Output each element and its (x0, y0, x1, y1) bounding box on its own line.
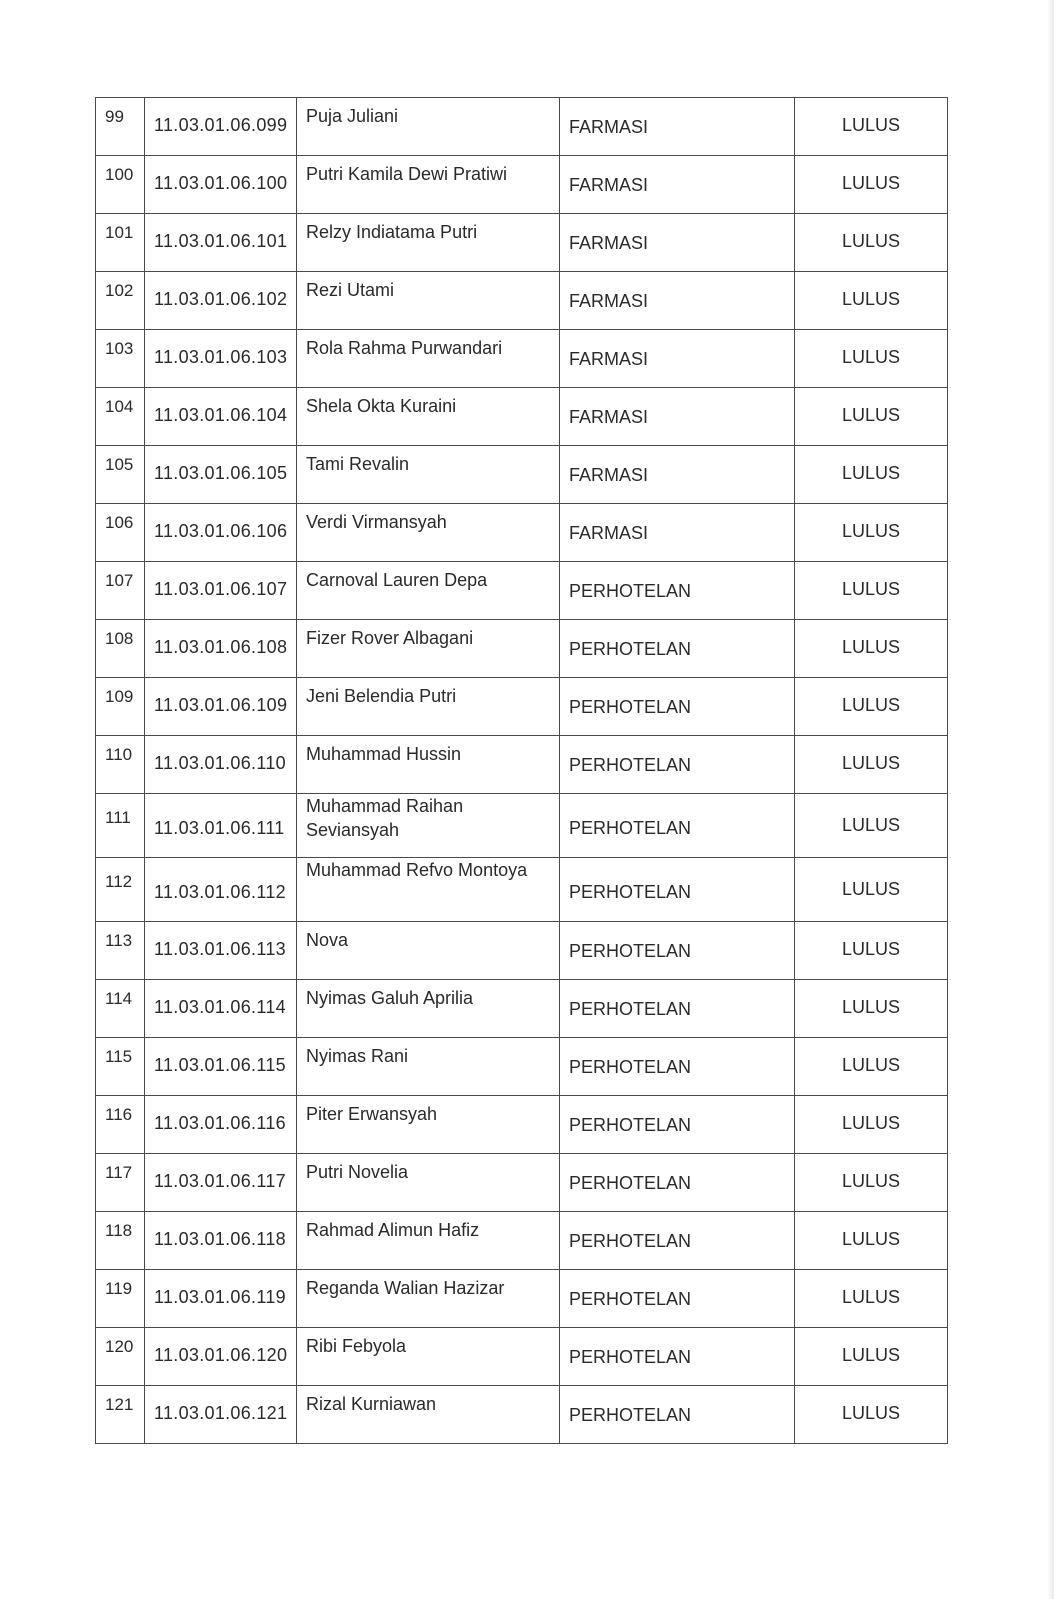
table-row (96, 1328, 948, 1386)
status-cell (795, 446, 948, 504)
program-cell (560, 388, 795, 446)
student-name-cell (297, 1328, 560, 1386)
row-number: 118 (105, 1221, 133, 1240)
status-text: LULUS (841, 637, 901, 657)
row-number: 120 (105, 1337, 134, 1356)
row-number: 109 (105, 687, 134, 706)
student-id-cell (145, 330, 297, 388)
table-row (96, 858, 948, 922)
program-name: FARMASI (569, 523, 649, 543)
program-name: PERHOTELAN (569, 1347, 692, 1367)
row-number-cell (96, 446, 145, 504)
student-name-cell (297, 678, 560, 736)
program-name: PERHOTELAN (569, 1173, 692, 1193)
student-id: 11.03.01.06.118 (154, 1229, 286, 1249)
student-name-cell (297, 922, 560, 980)
student-name-cell (297, 446, 560, 504)
status-text: LULUS (841, 579, 901, 599)
table-row (96, 1212, 948, 1270)
status-text: LULUS (841, 405, 901, 425)
student-name-cell (297, 388, 560, 446)
student-name-cell (297, 562, 560, 620)
student-id: 11.03.01.06.105 (154, 463, 288, 483)
status-cell (795, 922, 948, 980)
row-number: 119 (105, 1279, 133, 1298)
student-id: 11.03.01.06.113 (154, 939, 286, 959)
status-text: LULUS (841, 289, 901, 309)
graduation-results-table (95, 97, 948, 1444)
student-name: Nyimas Galuh Aprilia (306, 988, 474, 1008)
status-text: LULUS (841, 1171, 901, 1191)
student-id: 11.03.01.06.100 (154, 173, 288, 193)
student-id: 11.03.01.06.101 (154, 231, 288, 251)
row-number-cell (96, 794, 145, 858)
program-name: PERHOTELAN (569, 1057, 692, 1077)
row-number-cell (96, 1386, 145, 1444)
student-id: 11.03.01.06.109 (154, 695, 288, 715)
program-cell (560, 562, 795, 620)
status-cell (795, 272, 948, 330)
table-row (96, 1154, 948, 1212)
program-name: PERHOTELAN (569, 818, 692, 838)
student-id: 11.03.01.06.110 (154, 753, 286, 773)
status-cell (795, 620, 948, 678)
student-id-cell (145, 980, 297, 1038)
student-id-cell (145, 736, 297, 794)
row-number: 121 (105, 1395, 134, 1414)
status-text: LULUS (841, 879, 901, 899)
student-name-cell (297, 156, 560, 214)
status-cell (795, 98, 948, 156)
page-edge-shadow (1048, 0, 1054, 1599)
program-cell (560, 858, 795, 922)
student-id-cell (145, 156, 297, 214)
status-text: LULUS (841, 939, 901, 959)
row-number: 103 (105, 339, 134, 358)
row-number: 115 (105, 1047, 133, 1066)
status-cell (795, 214, 948, 272)
program-name: FARMASI (569, 291, 649, 311)
student-id-cell (145, 1154, 297, 1212)
status-cell (795, 980, 948, 1038)
student-name: Shela Okta Kuraini (306, 396, 457, 416)
student-name: Nyimas Rani (306, 1046, 409, 1066)
student-name-cell (297, 858, 560, 922)
program-name: PERHOTELAN (569, 999, 692, 1019)
student-name-cell (297, 504, 560, 562)
student-name: Tami Revalin (306, 454, 410, 474)
student-name: Carnoval Lauren Depa (306, 570, 488, 590)
student-id: 11.03.01.06.114 (154, 997, 286, 1017)
row-number-cell (96, 678, 145, 736)
status-text: LULUS (841, 1229, 901, 1249)
status-cell (795, 1386, 948, 1444)
program-name: PERHOTELAN (569, 755, 692, 775)
row-number-cell (96, 1154, 145, 1212)
program-cell (560, 330, 795, 388)
status-cell (795, 678, 948, 736)
table-row (96, 736, 948, 794)
student-id-cell (145, 620, 297, 678)
student-name-cell (297, 980, 560, 1038)
row-number: 107 (105, 571, 134, 590)
student-id-cell (145, 858, 297, 922)
row-number: 113 (105, 931, 133, 950)
student-id: 11.03.01.06.119 (154, 1287, 286, 1307)
status-text: LULUS (841, 463, 901, 483)
program-cell (560, 736, 795, 794)
status-cell (795, 736, 948, 794)
row-number: 117 (105, 1163, 133, 1182)
student-name: Fizer Rover Albagani (306, 628, 474, 648)
program-cell (560, 98, 795, 156)
student-id: 11.03.01.06.104 (154, 405, 288, 425)
row-number-cell (96, 330, 145, 388)
program-cell (560, 620, 795, 678)
student-id: 11.03.01.06.112 (154, 882, 286, 902)
student-id: 11.03.01.06.102 (154, 289, 288, 309)
program-cell (560, 922, 795, 980)
row-number: 106 (105, 513, 134, 532)
status-cell (795, 1096, 948, 1154)
row-number-cell (96, 98, 145, 156)
student-id-cell (145, 1270, 297, 1328)
student-id-cell (145, 794, 297, 858)
program-cell (560, 446, 795, 504)
status-cell (795, 858, 948, 922)
student-name-cell (297, 1038, 560, 1096)
program-cell (560, 980, 795, 1038)
row-number-cell (96, 1212, 145, 1270)
status-cell (795, 1038, 948, 1096)
row-number: 105 (105, 455, 134, 474)
row-number: 99 (105, 107, 124, 126)
table-row (96, 678, 948, 736)
row-number-cell (96, 620, 145, 678)
student-id: 11.03.01.06.115 (154, 1055, 286, 1075)
program-cell (560, 214, 795, 272)
status-text: LULUS (841, 815, 901, 835)
row-number: 110 (105, 745, 133, 764)
program-cell (560, 1328, 795, 1386)
program-name: PERHOTELAN (569, 1115, 692, 1135)
student-id: 11.03.01.06.116 (154, 1113, 286, 1133)
student-name: Rahmad Alimun Hafiz (306, 1220, 480, 1240)
table-row (96, 1386, 948, 1444)
table-row (96, 980, 948, 1038)
student-name: Jeni Belendia Putri (306, 686, 457, 706)
status-text: LULUS (841, 347, 901, 367)
student-id-cell (145, 1328, 297, 1386)
status-text: LULUS (841, 1055, 901, 1075)
row-number-cell (96, 272, 145, 330)
row-number: 101 (105, 223, 134, 242)
student-id: 11.03.01.06.108 (154, 637, 288, 657)
program-name: FARMASI (569, 233, 649, 253)
student-name: Rizal Kurniawan (306, 1394, 437, 1414)
student-name: Muhammad Raihan Seviansyah (306, 796, 464, 840)
student-name: Muhammad Hussin (306, 744, 462, 764)
row-number-cell (96, 736, 145, 794)
row-number: 108 (105, 629, 134, 648)
program-name: PERHOTELAN (569, 697, 692, 717)
student-name-cell (297, 214, 560, 272)
table-row (96, 156, 948, 214)
program-name: PERHOTELAN (569, 639, 692, 659)
row-number-cell (96, 858, 145, 922)
program-cell (560, 1038, 795, 1096)
row-number-cell (96, 214, 145, 272)
student-id: 11.03.01.06.107 (154, 579, 288, 599)
row-number: 111 (105, 808, 131, 827)
student-id-cell (145, 562, 297, 620)
student-name-cell (297, 794, 560, 858)
program-cell (560, 794, 795, 858)
program-cell (560, 272, 795, 330)
student-name-cell (297, 1212, 560, 1270)
row-number-cell (96, 922, 145, 980)
program-name: FARMASI (569, 465, 649, 485)
program-name: FARMASI (569, 117, 649, 137)
row-number-cell (96, 1038, 145, 1096)
program-cell (560, 678, 795, 736)
student-id: 11.03.01.06.120 (154, 1345, 288, 1365)
row-number: 116 (105, 1105, 133, 1124)
program-name: PERHOTELAN (569, 941, 692, 961)
student-name-cell (297, 620, 560, 678)
student-name: Muhammad Refvo Montoya (306, 860, 528, 880)
student-id-cell (145, 1386, 297, 1444)
student-name: Putri Kamila Dewi Pratiwi (306, 164, 508, 184)
table-row (96, 98, 948, 156)
table-row (96, 214, 948, 272)
student-id: 11.03.01.06.117 (154, 1171, 286, 1191)
status-text: LULUS (841, 1113, 901, 1133)
student-name: Relzy Indiatama Putri (306, 222, 478, 242)
table-row (96, 330, 948, 388)
student-id-cell (145, 388, 297, 446)
table-row (96, 1270, 948, 1328)
row-number: 114 (105, 989, 133, 1008)
row-number: 112 (105, 872, 133, 891)
program-cell (560, 1212, 795, 1270)
row-number-cell (96, 1096, 145, 1154)
student-name: Putri Novelia (306, 1162, 409, 1182)
status-cell (795, 1154, 948, 1212)
row-number-cell (96, 1270, 145, 1328)
student-id-cell (145, 678, 297, 736)
row-number: 102 (105, 281, 134, 300)
status-text: LULUS (841, 231, 901, 251)
row-number-cell (96, 980, 145, 1038)
student-name: Puja Juliani (306, 106, 399, 126)
program-cell (560, 1154, 795, 1212)
student-name-cell (297, 272, 560, 330)
status-cell (795, 388, 948, 446)
status-text: LULUS (841, 173, 901, 193)
program-name: PERHOTELAN (569, 581, 692, 601)
program-name: FARMASI (569, 407, 649, 427)
student-name-cell (297, 1270, 560, 1328)
student-id-cell (145, 1038, 297, 1096)
row-number-cell (96, 504, 145, 562)
student-id-cell (145, 504, 297, 562)
student-name: Rezi Utami (306, 280, 395, 300)
table-row (96, 504, 948, 562)
student-name-cell (297, 1096, 560, 1154)
table-row (96, 1096, 948, 1154)
program-cell (560, 1096, 795, 1154)
student-name: Rola Rahma Purwandari (306, 338, 503, 358)
table-row (96, 1038, 948, 1096)
student-id-cell (145, 922, 297, 980)
table-row (96, 272, 948, 330)
student-id: 11.03.01.06.103 (154, 347, 288, 367)
student-name: Nova (306, 930, 349, 950)
status-cell (795, 156, 948, 214)
student-name-cell (297, 1154, 560, 1212)
status-cell (795, 330, 948, 388)
status-text: LULUS (841, 997, 901, 1017)
student-id: 11.03.01.06.121 (154, 1403, 288, 1423)
program-name: PERHOTELAN (569, 1405, 692, 1425)
status-text: LULUS (841, 753, 901, 773)
row-number-cell (96, 562, 145, 620)
table-row (96, 620, 948, 678)
student-name: Ribi Febyola (306, 1336, 407, 1356)
row-number-cell (96, 156, 145, 214)
program-cell (560, 504, 795, 562)
row-number-cell (96, 388, 145, 446)
student-id-cell (145, 1096, 297, 1154)
status-text: LULUS (841, 1287, 901, 1307)
table-row (96, 794, 948, 858)
program-name: PERHOTELAN (569, 1231, 692, 1251)
student-name: Verdi Virmansyah (306, 512, 447, 532)
program-name: FARMASI (569, 349, 649, 369)
program-cell (560, 156, 795, 214)
program-name: PERHOTELAN (569, 1289, 692, 1309)
row-number-cell (96, 1328, 145, 1386)
program-cell (560, 1270, 795, 1328)
status-cell (795, 562, 948, 620)
student-id: 11.03.01.06.106 (154, 521, 288, 541)
table-row (96, 562, 948, 620)
status-text: LULUS (841, 695, 901, 715)
status-cell (795, 504, 948, 562)
student-name: Reganda Walian Hazizar (306, 1278, 505, 1298)
program-cell (560, 1386, 795, 1444)
student-name-cell (297, 736, 560, 794)
student-name-cell (297, 98, 560, 156)
student-id-cell (145, 446, 297, 504)
table-row (96, 446, 948, 504)
status-cell (795, 1328, 948, 1386)
program-name: PERHOTELAN (569, 882, 692, 902)
student-name: Piter Erwansyah (306, 1104, 438, 1124)
student-id-cell (145, 98, 297, 156)
student-id: 11.03.01.06.111 (154, 818, 285, 838)
status-cell (795, 1212, 948, 1270)
row-number: 100 (105, 165, 134, 184)
student-id: 11.03.01.06.099 (154, 115, 288, 135)
row-number: 104 (105, 397, 134, 416)
program-name: FARMASI (569, 175, 649, 195)
status-cell (795, 1270, 948, 1328)
status-text: LULUS (841, 1345, 901, 1365)
table-row (96, 922, 948, 980)
student-id-cell (145, 214, 297, 272)
student-name-cell (297, 330, 560, 388)
table-body (96, 98, 948, 1444)
status-cell (795, 794, 948, 858)
table-row (96, 388, 948, 446)
student-id-cell (145, 272, 297, 330)
status-text: LULUS (841, 521, 901, 541)
student-id-cell (145, 1212, 297, 1270)
status-text: LULUS (841, 1403, 901, 1423)
student-name-cell (297, 1386, 560, 1444)
status-text: LULUS (841, 115, 901, 135)
